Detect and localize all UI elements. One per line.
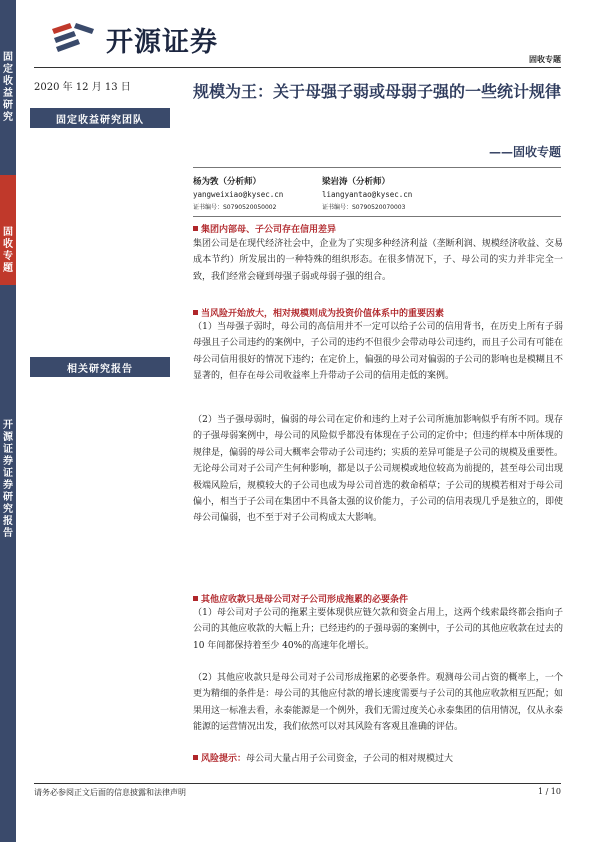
section-heading-text: 当风险开始放大，相对规模则成为投资价值体系中的重要因素 bbox=[201, 309, 445, 319]
section-heading bbox=[193, 222, 336, 235]
risk-text: 母公司大量占用子公司资金，子公司的相对规模过大 bbox=[246, 754, 454, 764]
section-heading bbox=[193, 592, 408, 605]
body-paragraph: 集团公司是在现代经济社会中，企业为了实现多种经济利益（垄断利润、规模经济收益、交易成本节约）所发展出的一种特殊的组织形态。在很多情况下，子、母公司的实力并非完全一致，我们经常会碰到母强子弱或母弱子强的组合。 bbox=[193, 239, 563, 282]
report-date: 2020 年 12 月 13 日 bbox=[34, 82, 131, 93]
author-block bbox=[193, 175, 283, 211]
footer-disclaimer: 请务必参阅正文后面的信息披露和法律声明 bbox=[34, 788, 186, 797]
sidebar-strip-middle bbox=[0, 175, 16, 285]
bullet-icon bbox=[193, 596, 198, 601]
sidebar-bottom-text: 开源证券 证券研究报告 bbox=[3, 420, 13, 539]
footer-divider bbox=[34, 783, 561, 784]
bullet-icon bbox=[193, 755, 198, 760]
sidebar-mid-text: 固收专题 bbox=[3, 227, 13, 274]
author-cert: 证书编号：S0790520070003 bbox=[322, 204, 406, 211]
body-paragraph: （1）母公司对子公司的拖累主要体现供应链欠款和资金占用上，这两个线索最终都会指向子公司的其他应收款的大幅上升；已经违约的子强母弱的案例中，子公司的其他应收款在过去的 10 年间都保持着至少 40%的高速年化增长。 bbox=[193, 608, 563, 651]
team-box: 固定收益研究团队 bbox=[30, 108, 170, 128]
author-cert: 证书编号：S0790520050002 bbox=[193, 204, 277, 211]
author-email[interactable]: liangyantao@kysec.cn bbox=[322, 190, 413, 199]
author-divider bbox=[193, 216, 561, 217]
author-name: 梁岩涛（分析师） bbox=[322, 177, 391, 187]
author-name: 杨为敩（分析师） bbox=[193, 177, 262, 187]
page-subtitle: ——固收专题 bbox=[488, 145, 561, 159]
page-number: 1 / 10 bbox=[537, 787, 561, 796]
sidebar-strip-bottom bbox=[0, 285, 16, 842]
section-heading bbox=[193, 306, 444, 319]
bullet-icon bbox=[193, 226, 198, 231]
title-divider bbox=[193, 167, 561, 168]
header-divider bbox=[34, 67, 561, 68]
risk-label: 风险提示： bbox=[201, 754, 247, 764]
body-paragraph: （1）当母强子弱时，母公司的高信用并不一定可以给子公司的信用背书，在历史上所有子弱母强且子公司违约的案例中，子公司的违约不但很少会带动母公司违约，而且子公司有可能在母公司信用很好的情况下违约；在定价上，偏强的母公司对偏弱的子公司的影响也是模糊且不显著的，但存在母公司收益率上升带动子公司的信用走低的案例。 bbox=[193, 322, 563, 382]
sidebar-strip-top bbox=[0, 0, 16, 175]
section-heading-text: 其他应收款只是母公司对子公司形成拖累的必要条件 bbox=[201, 595, 409, 605]
section-heading-text: 集团内部母、子公司存在信用差异 bbox=[201, 225, 337, 235]
risk-note bbox=[193, 751, 453, 764]
body-paragraph: （2）其他应收款只是母公司对子公司形成拖累的必要条件。观测母公司占资的概率上，一个更为精细的条件是：母公司的其他应付款的增长速度需要与子公司的其他应收款相互匹配；如果用这一标准去看，永泰能源是一个例外，我们无需过度关心永泰集团的信用情况，仅从永泰能源的运营情况出发，我们依然可以对其风险有客观且准确的评估。 bbox=[193, 673, 563, 733]
author-block bbox=[322, 175, 412, 211]
related-reports-box: 相关研究报告 bbox=[30, 357, 170, 377]
brand-name: 开源证券 bbox=[106, 27, 218, 58]
page-title: 规模为王：关于母强子弱或母弱子强的一些统计规律 bbox=[193, 82, 562, 101]
body-paragraph: （2）当子强母弱时，偏弱的母公司在定价和违约上对子公司所施加影响似乎有所不同。现存的子强母弱案例中，母公司的风险似乎都没有体现在子公司的定价中；但违约样本中所体现的规律是，偏弱的母公司大概率会带动子公司违约；实质的差异可能是子公司的规模及重要性。无论母公司对子公司产生何种影响，都是以子公司规模或地位较高为前提的，甚至母公司出现极端风险后，规模较大的子公司也成为母公司首选的救命稻草；子公司的规模若相对于母公司偏小，相当于子公司在集团中不具备太强的议价能力，子公司的信用表现几乎是独立的，即使母公司偏弱，也不至于对子公司构成太大影响。 bbox=[193, 415, 563, 524]
sidebar-top-text: 固定收益研究 bbox=[3, 52, 13, 123]
bullet-icon bbox=[193, 310, 198, 315]
report-type-tag: 固收专题 bbox=[529, 55, 561, 64]
brand-logo-icon bbox=[50, 19, 102, 55]
author-email[interactable]: yangweixiao@kysec.cn bbox=[193, 190, 284, 199]
